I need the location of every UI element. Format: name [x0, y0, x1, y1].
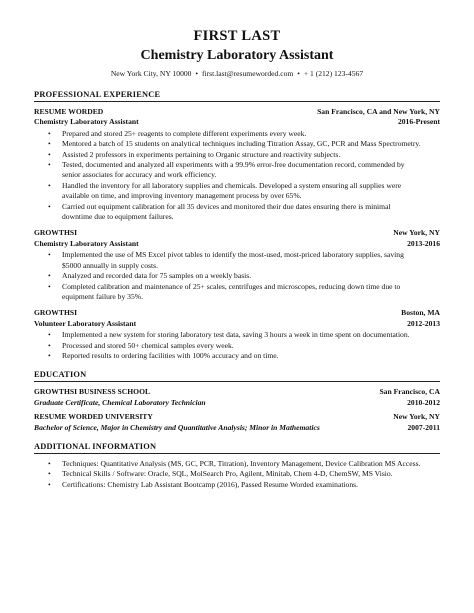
job-dates: 2016-Present: [397, 117, 440, 127]
job-bullet: • Analyzed and recorded data for 75 samples on a weekly basis.: [62, 271, 440, 281]
job-dates: 2013-2016: [407, 238, 440, 248]
additional-bullet: • Technical Skills / Software: Oracle, SQL, MolSearch Pro, Agilent, Minitab, Chem 4-D, ChemSW, MS Visio.: [62, 469, 440, 479]
job-company: GROWTHSI: [34, 228, 78, 238]
education-degree: Bachelor of Science, Major in Chemistry and Quantitative Analysis; Minor in Mathematics: [34, 422, 320, 432]
job-location: Boston, MA: [401, 308, 440, 318]
education-school-row: [34, 412, 440, 422]
education-heading: EDUCATION: [34, 369, 440, 382]
job-company: RESUME WORDED: [34, 107, 104, 116]
job-company-row: [34, 107, 440, 117]
education-location: San Francisco, CA: [379, 387, 440, 397]
additional-bullet: • Techniques: Quantitative Analysis (MS, GC, PCR, Titration), Inventory Management, Device Calibration MS Access.: [62, 459, 440, 469]
education-dates: 2010-2012: [407, 397, 440, 407]
education-dates: 2007-2011: [407, 422, 440, 432]
contact-separator: •: [195, 69, 199, 78]
education-degree: Graduate Certificate, Chemical Laboratory Technician: [34, 397, 206, 407]
education-entry: [34, 387, 440, 408]
job-bullet: • Mentored a batch of 15 students on analytical techniques including Titration Assay, GC, PCR and Mass Spectrometry.: [62, 139, 440, 149]
job-bullet: • Implemented the use of MS Excel pivot tables to identify the most-used, most-priced laboratory supplies, saving $5000 annually in supply costs.: [62, 250, 440, 271]
education-school: GROWTHSI BUSINESS SCHOOL: [34, 387, 151, 397]
job-role: Chemistry Laboratory Assistant: [34, 117, 139, 127]
job-location: San Francisco, CA and New York, NY: [317, 107, 440, 116]
education-location: New York, NY: [393, 412, 440, 422]
job-role-row: [34, 319, 440, 329]
job-company: GROWTHSI: [34, 308, 78, 318]
contact-separator: •: [297, 69, 300, 78]
job-bullet: • Processed and stored 50+ chemical samples every week.: [62, 341, 440, 351]
education-degree-row: [34, 398, 440, 408]
job-location: New York, NY: [393, 228, 440, 238]
contact-location: New York City, NY 10000: [110, 69, 192, 78]
experience-heading: PROFESSIONAL EXPERIENCE: [34, 89, 440, 102]
job-bullets: [34, 330, 440, 361]
job-entry: [34, 228, 440, 302]
contact-phone: + 1 (212) 123-4567: [303, 69, 364, 78]
job-dates: 2012-2013: [407, 318, 440, 328]
education-school-row: [34, 387, 440, 397]
job-bullet: • Implemented a new system for storing laboratory test data, saving 3 hours a week in time spent on documentation.: [62, 330, 440, 340]
job-bullet: • Completed calibration and maintenance of 25+ scales, centrifuges and microscopes, reducing down time due to equipment failure by 35%.: [62, 282, 440, 303]
education-school: RESUME WORDED UNIVERSITY: [34, 412, 153, 422]
job-bullet: • Assisted 2 professors in experiments pertaining to Organic structure and reactivity subjects.: [62, 150, 440, 160]
contact-email[interactable]: first.last@resumeworded.com: [201, 69, 294, 78]
job-role: Volunteer Laboratory Assistant: [34, 318, 137, 328]
job-company-row: [34, 228, 440, 238]
job-company-row: [34, 308, 440, 318]
job-bullet: • Handled the inventory for all laboratory supplies and chemicals. Developed a system ensuring all supplies were available on time, and improving inventory management process by over 65%.: [62, 181, 440, 202]
job-bullet: • Tested, documented and analyzed all experiments with a 99.9% error-free documentation record, commended by senior associates for accuracy and work efficiency.: [62, 160, 440, 181]
job-role-row: [34, 117, 440, 127]
additional-heading: ADDITIONAL INFORMATION: [34, 441, 440, 454]
education-entry: [34, 412, 440, 433]
education-degree-row: [34, 423, 440, 433]
job-bullet: • Reported results to ordering facilities with 100% accuracy and on time.: [62, 351, 440, 361]
job-bullet: • Carried out equipment calibration for all 35 devices and monitored their due dates ensuring there is minimal downtime due to equipment failures.: [62, 202, 440, 223]
contact-line: [34, 68, 440, 79]
job-role-row: [34, 239, 440, 249]
job-role: Chemistry Laboratory Assistant: [34, 238, 139, 248]
job-entry: [34, 308, 440, 361]
candidate-name: FIRST LAST: [193, 28, 281, 44]
job-title: Chemistry Laboratory Assistant: [140, 48, 334, 63]
additional-bullets: [34, 459, 440, 490]
job-bullets: [34, 250, 440, 302]
job-bullets: [34, 129, 440, 223]
job-entry: [34, 107, 440, 222]
job-bullet: • Prepared and stored 25+ reagents to complete different experiments every week.: [62, 129, 440, 139]
additional-bullet: • Certifications: Chemistry Lab Assistant Bootcamp (2016), Passed Resume Worded examinations.: [62, 480, 440, 490]
